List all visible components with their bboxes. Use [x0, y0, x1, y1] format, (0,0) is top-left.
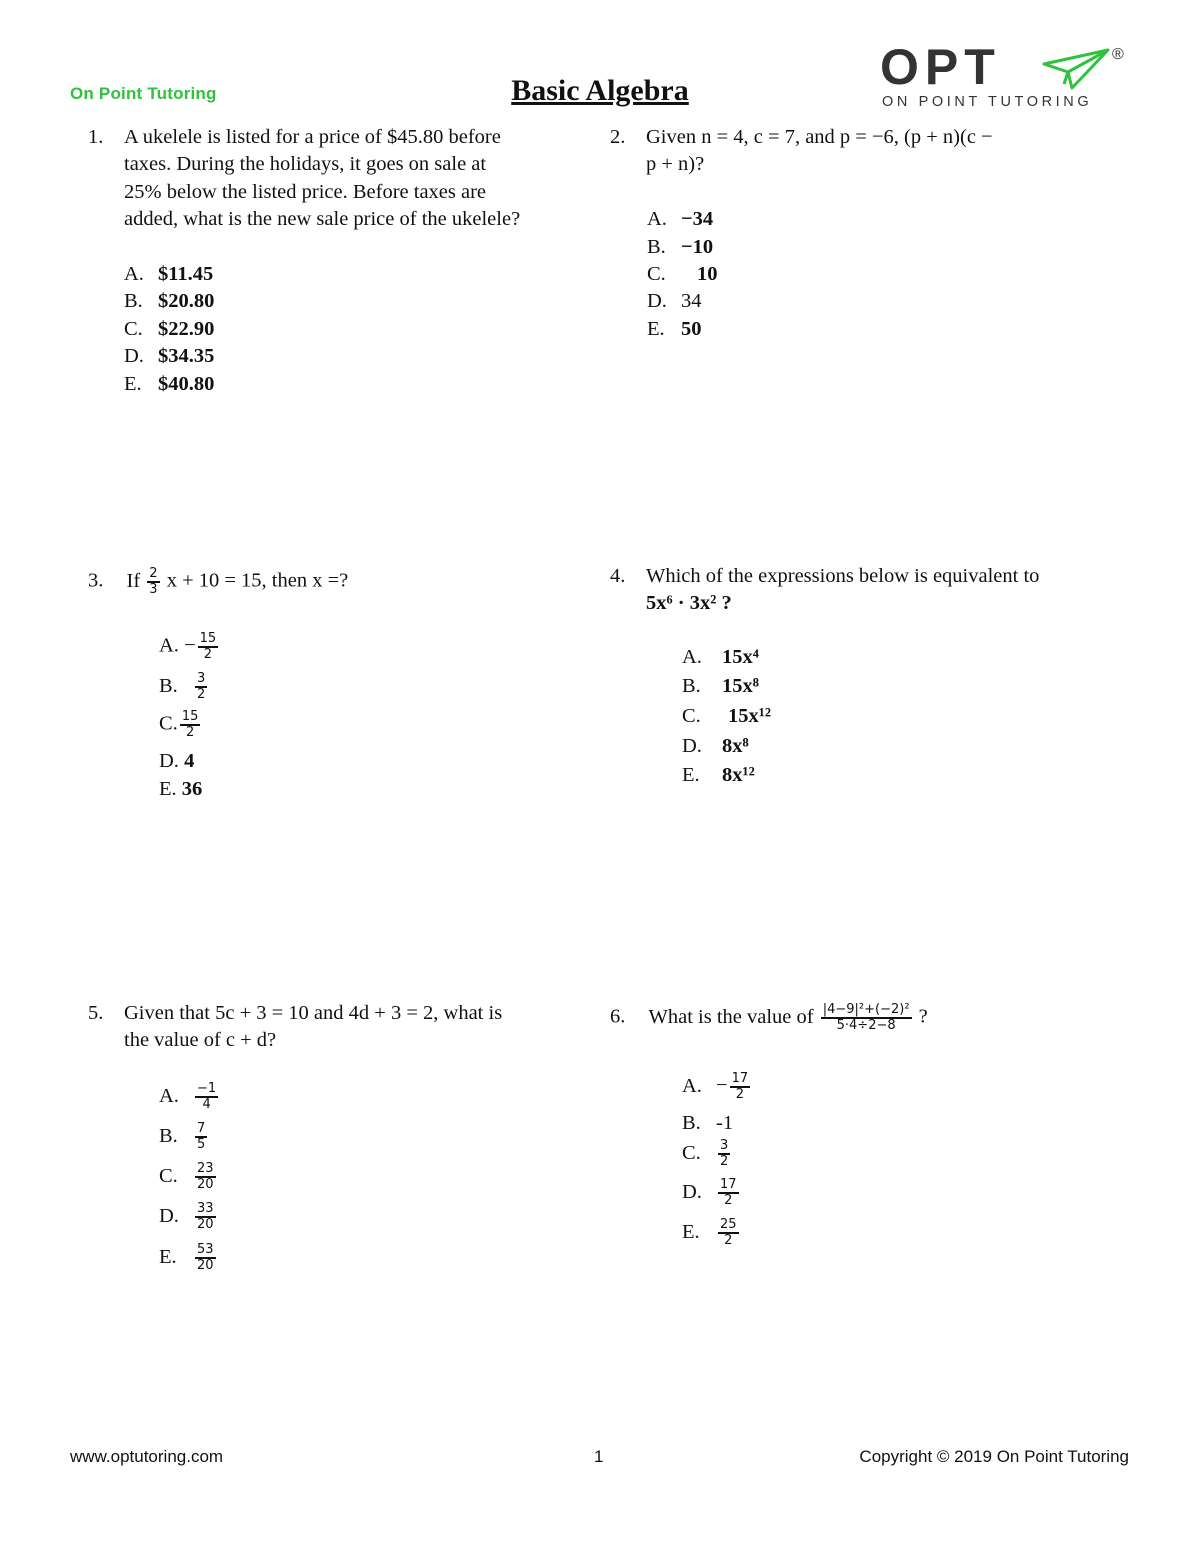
- question-text: [646, 124, 1110, 179]
- question-4: [610, 563, 1110, 618]
- fraction-numerator: 15: [181, 709, 199, 724]
- fraction-denominator: 5·4÷2−8: [836, 1018, 896, 1033]
- opt-logo: [876, 39, 1136, 114]
- page-title-text: Basic Algebra: [511, 74, 689, 107]
- paper-plane-icon: [1042, 48, 1112, 92]
- option-label: D.: [682, 1180, 702, 1203]
- logo-mark: OPT: [880, 39, 1001, 95]
- option-text: 36: [181, 778, 203, 800]
- question-line: added, what is the new sale price of the ukelele?: [124, 207, 521, 230]
- option-text: $40.80: [158, 373, 215, 395]
- option-text: −10: [681, 236, 714, 258]
- option-label: D.: [124, 345, 144, 367]
- question-5: [88, 1000, 598, 1055]
- fraction-numerator: 2: [149, 566, 158, 581]
- option-text: $20.80: [158, 290, 215, 312]
- fraction: [195, 1243, 216, 1273]
- question-6: [610, 1003, 1110, 1033]
- question-number: 6.: [610, 1005, 626, 1028]
- fraction-denominator: 2: [185, 725, 195, 740]
- option-label: A.: [682, 1074, 702, 1097]
- registered-mark: ®: [1112, 46, 1124, 63]
- option-label: B.: [682, 675, 701, 697]
- question-line: Given n = 4, c = 7, and p = −6, (p + n)(c −: [646, 126, 993, 148]
- option-text: $34.35: [158, 345, 215, 367]
- question-line: Given that 5c + 3 = 10 and 4d + 3 = 2, what is: [124, 1002, 503, 1024]
- answer-option[interactable]: [647, 288, 702, 315]
- answer-option[interactable]: [647, 234, 713, 261]
- answer-option[interactable]: [682, 1178, 741, 1208]
- fraction: [195, 1122, 207, 1152]
- fraction-numerator: 3: [720, 1138, 729, 1153]
- fraction-denominator: 2: [197, 687, 206, 702]
- option-text: 34: [681, 290, 702, 312]
- answer-option[interactable]: [159, 776, 202, 803]
- fraction-numerator: 3: [197, 671, 206, 686]
- answer-option[interactable]: [647, 316, 702, 343]
- answer-option[interactable]: [159, 1243, 218, 1273]
- option-label: E.: [159, 1245, 177, 1268]
- option-label: B.: [647, 236, 666, 258]
- fraction-denominator: 4: [202, 1097, 211, 1112]
- fraction: [198, 632, 219, 662]
- option-label: A.: [647, 208, 667, 230]
- option-label: A.: [159, 634, 179, 657]
- fraction: [195, 672, 207, 702]
- option-label: A.: [682, 646, 702, 668]
- option-label: D.: [159, 750, 179, 772]
- question-line: A ukelele is listed for a price of $45.80 before: [124, 126, 501, 148]
- option-label: E.: [682, 1220, 700, 1243]
- fraction: [147, 567, 159, 597]
- option-text: 10: [697, 263, 718, 285]
- fraction-denominator: 2: [735, 1087, 744, 1102]
- fraction-numerator: −1: [197, 1081, 217, 1096]
- option-label: C.: [159, 712, 178, 735]
- question-number: 3.: [88, 569, 104, 592]
- answer-option[interactable]: [159, 1162, 218, 1192]
- fraction-denominator: 20: [197, 1177, 214, 1192]
- answer-option[interactable]: [647, 206, 713, 233]
- question-number: 1.: [88, 126, 104, 148]
- answer-option[interactable]: [682, 762, 755, 789]
- answer-option[interactable]: [124, 343, 214, 370]
- fraction-numerator: 17: [720, 1177, 737, 1192]
- option-text: 15x¹²: [728, 705, 772, 727]
- option-text: 4: [184, 750, 195, 772]
- fraction: [180, 710, 201, 740]
- option-text: −34: [681, 208, 714, 230]
- question-2: [610, 124, 1110, 179]
- option-text: 15x⁸: [722, 675, 759, 697]
- option-label: E.: [647, 318, 665, 340]
- option-label: C.: [647, 263, 666, 285]
- option-text: $11.45: [158, 263, 214, 285]
- fraction-numerator: 7: [197, 1121, 206, 1136]
- question-1: [88, 124, 588, 233]
- question-text: [646, 563, 1110, 618]
- footer-page-number: 1: [594, 1447, 604, 1466]
- option-label: B.: [159, 674, 178, 697]
- fraction: [821, 1003, 912, 1033]
- question-text: [124, 124, 588, 233]
- question-line: Which of the expressions below is equivalent to: [646, 565, 1040, 587]
- answer-option[interactable]: [682, 1218, 741, 1248]
- question-equation: x + 10 = 15, then x =?: [166, 569, 349, 592]
- question-suffix: ?: [918, 1005, 928, 1028]
- option-text: -1: [716, 1112, 734, 1134]
- option-label: E.: [124, 373, 142, 395]
- answer-option[interactable]: [124, 288, 214, 315]
- answer-option[interactable]: [159, 1122, 209, 1152]
- option-label: C.: [682, 705, 701, 727]
- question-line: p + n)?: [646, 153, 705, 176]
- question-text: [124, 1000, 598, 1055]
- answer-option[interactable]: [682, 1072, 752, 1102]
- question-number: 4.: [610, 565, 626, 587]
- fraction-numerator: 17: [731, 1071, 749, 1086]
- fraction: [718, 1218, 739, 1248]
- option-text: 8x⁸: [722, 735, 749, 757]
- option-label: A.: [124, 263, 144, 285]
- fraction-numerator: 53: [197, 1242, 214, 1257]
- fraction-numerator: 25: [720, 1217, 737, 1232]
- fraction-denominator: 5: [197, 1137, 206, 1152]
- option-text: $22.90: [158, 318, 215, 340]
- answer-option[interactable]: [159, 1202, 218, 1232]
- fraction-denominator: 2: [724, 1193, 733, 1208]
- answer-option[interactable]: [682, 1139, 732, 1169]
- question-line: 5x⁶ · 3x² ?: [646, 592, 732, 615]
- option-label: B.: [159, 1124, 178, 1147]
- answer-option[interactable]: [682, 1110, 733, 1137]
- fraction-numerator: |4−9|²+(−2)²: [822, 1002, 910, 1017]
- answer-option[interactable]: [159, 748, 194, 775]
- fraction: [195, 1202, 216, 1232]
- fraction: [718, 1178, 739, 1208]
- fraction-numerator: 15: [199, 631, 217, 646]
- answer-option[interactable]: [682, 673, 759, 700]
- option-label: B.: [682, 1112, 701, 1134]
- question-line: 25% below the listed price. Before taxes are: [124, 180, 487, 203]
- answer-option[interactable]: [159, 632, 220, 662]
- option-label: A.: [159, 1084, 179, 1107]
- fraction-denominator: 3: [149, 582, 158, 597]
- answer-option[interactable]: [682, 644, 759, 671]
- fraction-denominator: 20: [197, 1258, 214, 1273]
- question-number: 2.: [610, 126, 626, 148]
- fraction: [718, 1139, 730, 1169]
- answer-option[interactable]: [124, 371, 214, 398]
- question-line: taxes. During the holidays, it goes on sale at: [124, 153, 487, 176]
- answer-option[interactable]: [159, 710, 202, 740]
- answer-option[interactable]: [159, 672, 209, 702]
- option-text: 15x⁴: [722, 646, 759, 668]
- fraction-numerator: 33: [197, 1201, 214, 1216]
- answer-option[interactable]: [647, 261, 718, 288]
- option-text: 50: [681, 318, 702, 340]
- option-label: D.: [682, 735, 702, 757]
- footer-website[interactable]: www.optutoring.com: [70, 1447, 224, 1466]
- fraction-denominator: 2: [720, 1154, 729, 1169]
- option-label: D.: [647, 290, 667, 312]
- fraction: [195, 1162, 216, 1192]
- answer-option[interactable]: [682, 733, 749, 760]
- answer-option[interactable]: [124, 316, 214, 343]
- fraction: [195, 1082, 218, 1112]
- option-label: C.: [124, 318, 143, 340]
- fraction-denominator: 2: [203, 647, 213, 662]
- option-label: C.: [159, 1164, 178, 1187]
- fraction-numerator: 23: [197, 1161, 214, 1176]
- answer-option[interactable]: [124, 261, 213, 288]
- option-label: C.: [682, 1141, 701, 1164]
- option-sign: −: [184, 634, 196, 657]
- fraction-denominator: 2: [724, 1233, 733, 1248]
- option-sign: −: [716, 1074, 728, 1097]
- logo-tagline: ON POINT TUTORING: [882, 94, 1093, 110]
- brand-name: On Point Tutoring: [70, 84, 217, 103]
- option-label: E.: [159, 778, 177, 800]
- question-prefix: What is the value of: [648, 1005, 814, 1028]
- option-label: E.: [682, 764, 700, 786]
- question-line: the value of c + d?: [124, 1029, 277, 1052]
- answer-option[interactable]: [682, 703, 771, 730]
- footer-copyright: Copyright © 2019 On Point Tutoring: [859, 1447, 1129, 1466]
- question-3: [88, 567, 588, 597]
- fraction-denominator: 20: [197, 1217, 214, 1232]
- fraction: [730, 1072, 751, 1102]
- question-number: 5.: [88, 1002, 104, 1024]
- option-text: 8x¹²: [722, 764, 755, 786]
- option-label: B.: [124, 290, 143, 312]
- question-prefix: If: [126, 569, 141, 592]
- option-label: D.: [159, 1204, 179, 1227]
- answer-option[interactable]: [159, 1082, 220, 1112]
